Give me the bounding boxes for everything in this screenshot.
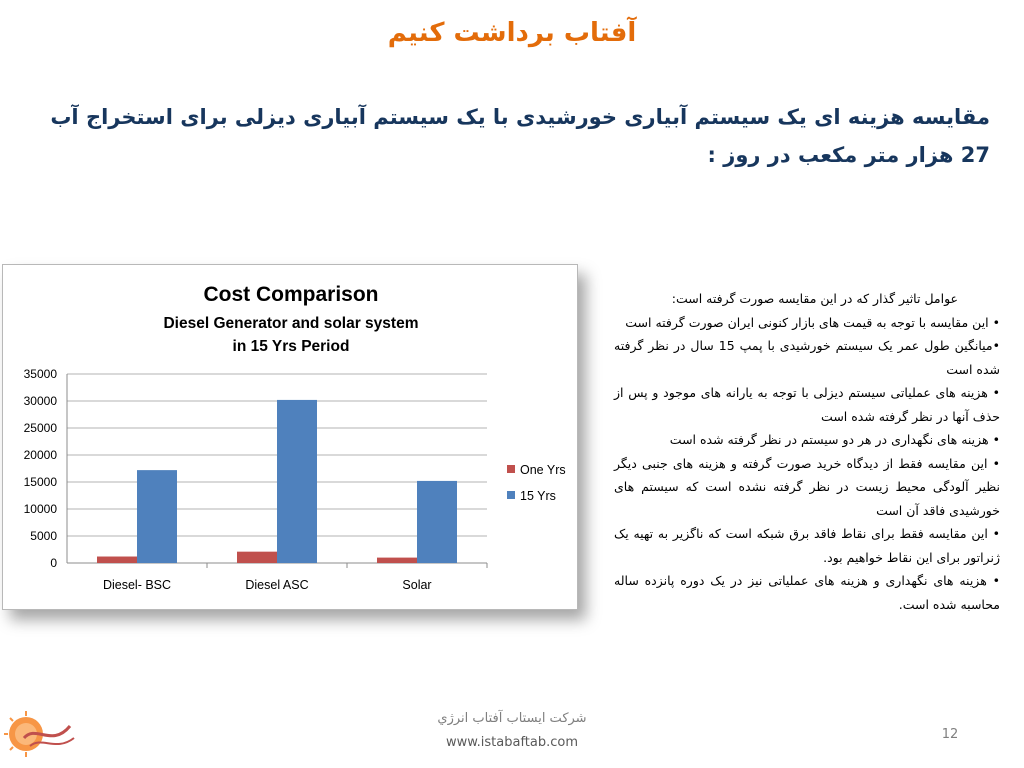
notes-bullet-6: • این مقایسه فقط برای نقاط فاقد برق شبکه است که ناگزیر به تهیه یک ژنراتور برای این نقاط خواهیم بود. [614, 526, 1000, 565]
legend-swatch [507, 465, 515, 473]
page-number: 12 [941, 727, 959, 742]
plot-area [24, 367, 487, 592]
y-tick-label: 30000 [23, 394, 57, 408]
footer-url[interactable]: www.istabaftab.com [445, 735, 579, 750]
bar-15-yrs [137, 470, 177, 563]
chart-legend [507, 463, 566, 503]
x-category-label: Diesel ASC [245, 578, 309, 592]
notes-bullet-2: •میانگین طول عمر یک سیستم خورشیدی با پمپ 15 سال در نظر گرفته شده است [614, 338, 1000, 377]
chart-subtitle-line-2: in 15 Yrs Period [232, 338, 350, 355]
notes-bullet-3: • هزینه های عملیاتی سیستم دیزلی با توجه به یارانه های موجود و پس از حذف آنها در نظر گرفته شده است [614, 385, 1000, 424]
footer-company: شرکت ایستاب آفتاب انرژي [437, 711, 587, 726]
chart-title: Cost Comparison [203, 283, 379, 306]
chart-container [2, 264, 578, 610]
y-tick-label: 15000 [23, 475, 57, 489]
notes-bullet-5: • این مقایسه فقط از دیدگاه خرید صورت گرفته و هزینه های جنبی دیگر نظیر آلودگی محیط زیست در نظر گرفته نشده است که سیستم های خورشیدی فاقد آن است [614, 455, 1000, 518]
chart-subtitle-line-1: Diesel Generator and solar system [163, 315, 419, 332]
cost-comparison-chart [3, 265, 577, 609]
slide-title: آفتاب برداشت کنیم [387, 18, 637, 48]
bar-one-yrs [237, 552, 277, 563]
legend-swatch [507, 491, 515, 499]
bar-15-yrs [417, 481, 457, 563]
y-tick-label: 20000 [23, 448, 57, 462]
legend-label: 15 Yrs [520, 489, 556, 503]
notes-intro: عوامل تاثیر گذار که در این مقایسه صورت گرفته است: [671, 291, 958, 306]
slide-heading: مقایسه هزینه ای یک سیستم آبیاری خورشیدی با یک سیستم آبیاری دیزلی برای استخراج آب 27 هزار متر مکعب در روز : [50, 105, 990, 167]
x-category-label: Solar [402, 578, 432, 592]
notes-panel [614, 287, 1000, 616]
bar-15-yrs [277, 400, 317, 563]
notes-bullet-7: • هزینه های نگهداری و هزینه های عملیاتی نیز در یک دوره پانزده ساله محاسبه شده است. [614, 573, 1000, 612]
y-tick-label: 5000 [30, 529, 57, 543]
notes-bullet-4: • هزینه های نگهداری در هر دو سیستم در نظر گرفته شده است [669, 432, 1000, 447]
notes-bullet-1: • این مقایسه با توجه به قیمت های بازار کنونی ایران صورت گرفته است [625, 314, 1000, 330]
sun-logo-icon [4, 708, 76, 762]
y-tick-label: 10000 [23, 502, 57, 516]
company-logo [4, 708, 76, 762]
x-category-label: Diesel- BSC [102, 578, 172, 592]
y-tick-label: 0 [50, 556, 57, 570]
bar-one-yrs [97, 557, 137, 563]
y-tick-label: 35000 [23, 367, 57, 381]
y-tick-label: 25000 [23, 421, 57, 435]
bar-one-yrs [377, 558, 417, 563]
legend-label: One Yrs [520, 463, 566, 477]
